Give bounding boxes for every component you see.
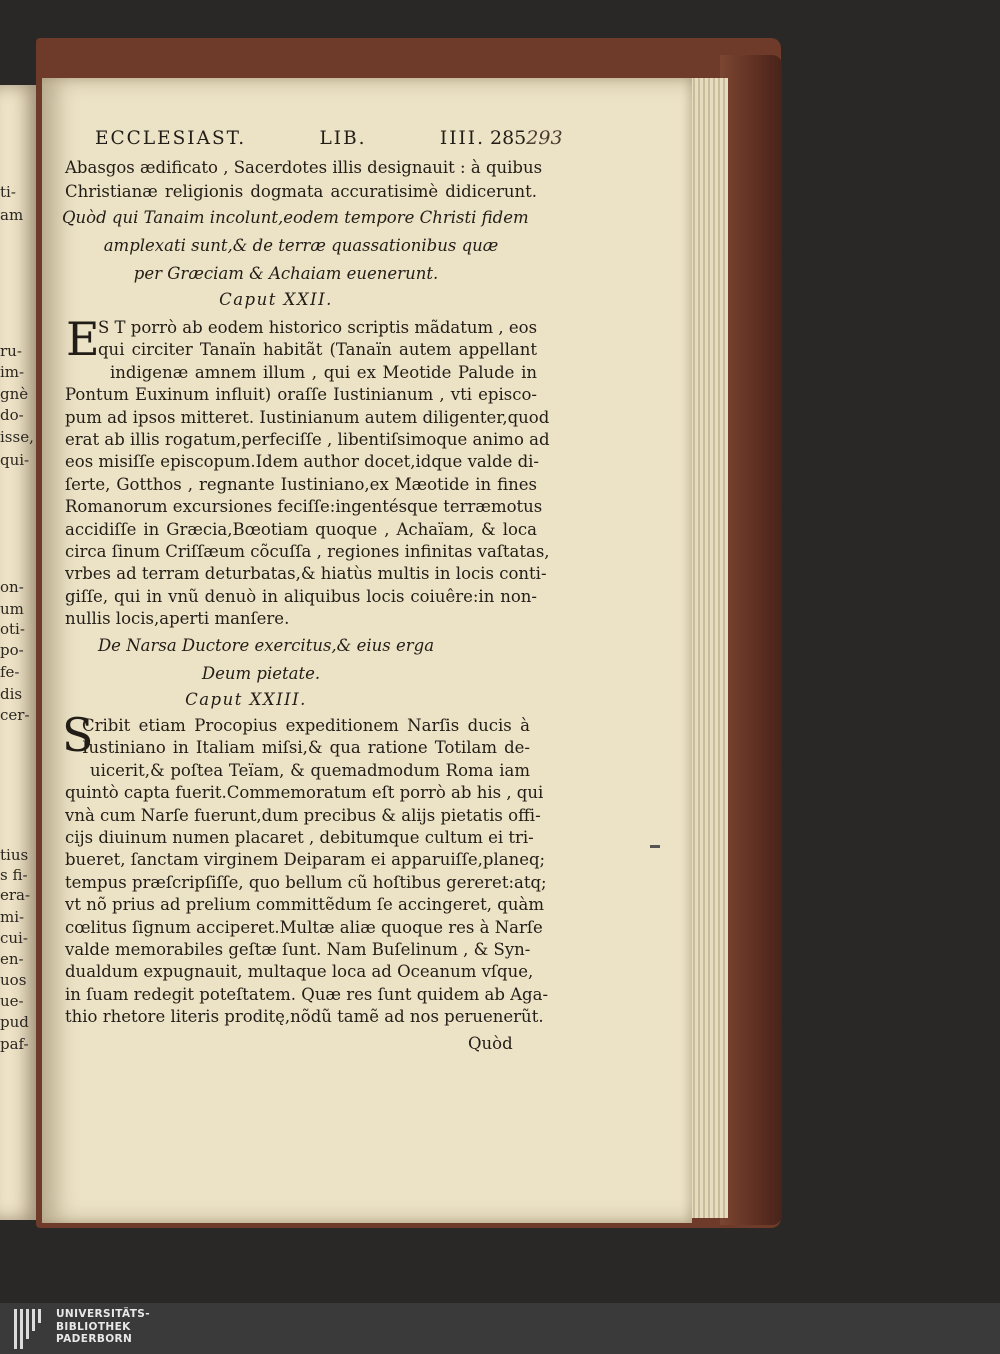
facing-page-fragment: um [0, 600, 24, 618]
text-line: circa ſinum Criſſæum cõcuſſa , regiones infinitas vaſtatas, [65, 542, 550, 561]
text-line: valde memorabiles geſtæ ſunt. Nam Buſelinum , & Syn- [65, 940, 531, 959]
facing-page-fragment: cui- [0, 929, 28, 947]
text-line: Abasgos ædificato , Sacerdotes illis designauit : à quibus [65, 158, 543, 177]
facing-page-fragment: ue- [0, 992, 24, 1010]
text-line: S T porrò ab eodem historico scriptis mãdatum , eos [98, 318, 538, 337]
chapter-title-line: De Narsa Ductore exercitus,& eius erga [97, 636, 435, 655]
chapter-title-line: per Græciam & Achaiam euenerunt. [133, 264, 439, 283]
chapter-caput: Caput XXII. [219, 290, 333, 309]
facing-page-fragment: era- [0, 886, 31, 904]
facing-page-fragment: en- [0, 950, 24, 968]
text-line: Iustiniano in Italiam miſsi,& qua ratione Totilam de- [82, 738, 530, 758]
logo-line: UNIVERSITÄTS- [56, 1308, 151, 1320]
text-line: indigenæ amnem illum , qui ex Meotide Palude in [110, 362, 537, 382]
text-line: vrbes ad terram deturbatas,& hiatùs multis in locis conti- [65, 564, 547, 584]
facing-page-fragment: on- [0, 578, 24, 596]
text-line: vnà cum Narſe fuerunt,dum precibus & alijs pietatis offi- [65, 805, 541, 825]
facing-page-fragment: cer- [0, 706, 30, 724]
text-line: cijs diuinum numen placaret , debitumque cultum ei tri- [65, 828, 534, 847]
chapter-title-line: amplexati sunt,& de terræ quassationibus quæ [103, 236, 499, 255]
page-number-handwritten: 293 [526, 127, 563, 149]
facing-page-fragment: oti- [0, 620, 25, 638]
page-number-printed: 285 [490, 127, 527, 149]
text-line: eos misiſſe episcopum.Idem author docet,idque valde di- [65, 452, 539, 472]
chapter-caput: Caput XXIII. [185, 690, 307, 709]
drop-cap: E [66, 312, 100, 366]
library-logo-text [56, 1308, 150, 1346]
facing-page-fragment: isse, [0, 428, 34, 446]
text-line: accidiſſe in Græcia,Bœotiam quoque , Achaïam, & loca [65, 519, 537, 539]
text-line: nullis locis,aperti manſere. [65, 609, 290, 629]
facing-page-fragment: po- [0, 641, 24, 659]
facing-page-fragment: ti- [0, 183, 16, 201]
chapter-title-line: Deum pietate. [201, 664, 321, 683]
text-line: cœlitus ſignum acciperet.Multæ aliæ quoque res à Narſe [65, 917, 543, 937]
catchword: Quòd [468, 1034, 513, 1053]
facing-page-fragment: mi- [0, 908, 25, 926]
text-line: in ſuam redegit poteſtatem. Quæ res ſunt quidem ab Aga- [65, 984, 549, 1004]
text-line: Christianæ religionis dogmata accuratisimè didicerunt. [65, 182, 537, 201]
text-line: dualdum expugnauit, multaque loca ad Oceanum vſque, [65, 962, 534, 982]
text-line: thio rhetore literis proditę,nõdũ tamẽ ad nos peruenerũt. [65, 1007, 544, 1027]
facing-page-fragment: im- [0, 363, 25, 381]
facing-page-fragment: do- [0, 406, 24, 424]
facing-page-fragment: qui- [0, 451, 30, 469]
logo-line: BIBLIOTHEK [56, 1320, 131, 1333]
facing-page-fragment: am [0, 206, 24, 224]
facing-page-fragment: paf- [0, 1035, 29, 1053]
text-line: ſerte, Gotthos , regnante Iustiniano,ex Mæotide in fines [65, 474, 537, 494]
text-line: quintò capta fuerit.Commemoratum eſt porrò ab his , qui [65, 783, 544, 803]
facing-page-fragment: fe- [0, 663, 20, 681]
text-line: erat ab illis rogatum,perfeciſſe , libentiſsimoque animo ad [65, 430, 550, 449]
running-head-text: ECCLESIAST. LIB. IIII. [95, 128, 485, 149]
text-line: Romanorum excursiones feciſſe:ingentésque terræmotus [65, 497, 543, 517]
facing-page-fragment: ru- [0, 342, 22, 360]
facing-page-fragment: uos [0, 971, 27, 989]
drop-cap: S [62, 708, 94, 762]
text-line: pum ad ipsos mitteret. Iustinianum autem diligenter,quod [65, 407, 550, 427]
cover-fore-edge [720, 55, 782, 1225]
facing-page-fragment: tius [0, 846, 29, 864]
facing-page-fragment: gnè [0, 385, 29, 403]
text-line: giſſe, qui in vnũ denuò in aliquibus locis coiuêre:in non- [65, 586, 537, 606]
library-logo-icon [14, 1309, 48, 1349]
text-line: vt nõ prius ad prelium committẽdum ſe accingeret, quàm [65, 895, 544, 915]
facing-page-fragment: s fi- [0, 866, 28, 884]
running-head [95, 128, 485, 149]
facing-page-fragment: dis [0, 685, 23, 703]
text-line: tempus præſcripſiſſe, quo bellum cũ hoſtibus gereret:atq; [65, 872, 547, 892]
text-line: bueret, ſanctam virginem Deiparam ei apparuiſſe,planeq; [65, 850, 546, 870]
text-line: Cribit etiam Procopius expeditionem Narſis ducis à [82, 716, 530, 735]
facing-page-fragment: pud [0, 1013, 29, 1031]
pencil-mark [650, 845, 660, 848]
chapter-title-line: Quòd qui Tanaim incolunt,eodem tempore Christi fidem [62, 208, 529, 227]
text-line: Pontum Euxinum influit) oraſſe Iustinianum , vti episco- [65, 385, 537, 405]
text-line: uicerit,& poſtea Teïam, & quemadmodum Roma iam [90, 760, 530, 780]
text-line: qui circiter Tanaïn habitãt (Tanaïn autem appellant [98, 340, 537, 360]
logo-line: PADERBORN [56, 1333, 133, 1345]
page-number [490, 127, 590, 149]
footer-bar [0, 1303, 1000, 1354]
